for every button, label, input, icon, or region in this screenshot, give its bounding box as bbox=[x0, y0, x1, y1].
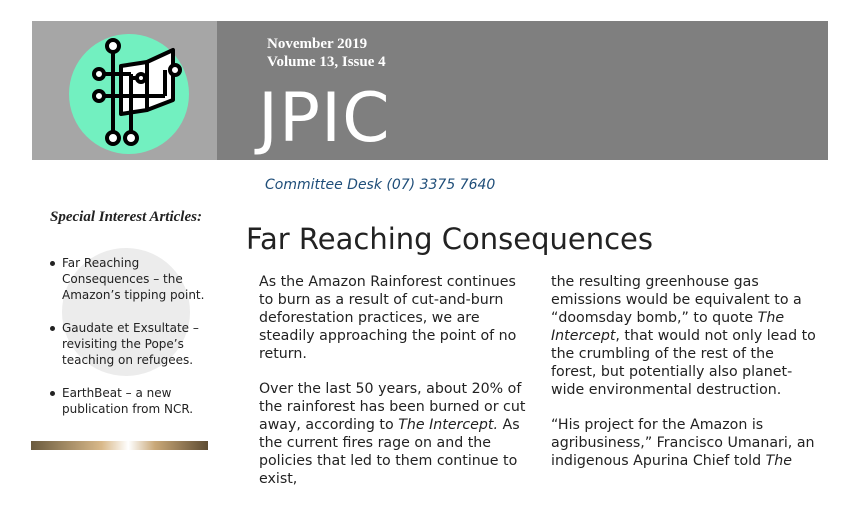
paragraph-text: , that would not only lead to the crumbling of the rest of the forest, but potentially also planet-wide environmental destruction. bbox=[551, 328, 816, 398]
circuit-book-icon bbox=[69, 34, 189, 154]
article-paragraph bbox=[551, 416, 823, 470]
article-title: Far Reaching Consequences bbox=[246, 222, 654, 256]
article-column-left bbox=[259, 273, 531, 505]
sidebar-photo bbox=[31, 441, 208, 450]
article-paragraph: As the Amazon Rainforest continues to burn as a result of cut-and-burn deforestation practices, we are steadily approaching the point of no return. bbox=[259, 274, 517, 362]
paragraph-text: Over the last 50 years, about 20% of the rainforest has been burned or cut away, according to bbox=[259, 381, 526, 433]
issue-date: November 2019 bbox=[267, 36, 368, 52]
list-item: Far Reaching Consequences – the Amazon’s tipping point. bbox=[50, 255, 210, 303]
issue-volume: Volume 13, Issue 4 bbox=[267, 54, 386, 70]
newsletter-title: JPIC bbox=[258, 79, 391, 158]
committee-desk-phone: Committee Desk (07) 3375 7640 bbox=[265, 177, 496, 193]
list-item: Gaudate et Exsultate – revisiting the Pope’s teaching on refugees. bbox=[50, 320, 210, 368]
publication-name: The Intercept. bbox=[398, 417, 498, 433]
paragraph-text: “His project for the Amazon is agribusiness,” Francisco Umanari, an indigenous Apurina Chief told bbox=[551, 417, 815, 469]
sidebar-heading: Special Interest Articles: bbox=[50, 209, 202, 225]
special-interest-list bbox=[50, 255, 210, 434]
list-item: EarthBeat – a new publication from NCR. bbox=[50, 385, 210, 417]
paragraph-text: the resulting greenhouse gas emissions would be equivalent to a “doomsday bomb,” to quote bbox=[551, 274, 802, 326]
article-paragraph bbox=[551, 273, 823, 399]
article-column-right bbox=[551, 273, 823, 487]
publication-name: The Intercept bbox=[551, 310, 785, 344]
publication-name: The bbox=[765, 453, 793, 469]
paragraph-text: As the current fires rage on and the policies that led to them continue to exist, bbox=[259, 417, 520, 487]
article-paragraph bbox=[259, 380, 531, 488]
